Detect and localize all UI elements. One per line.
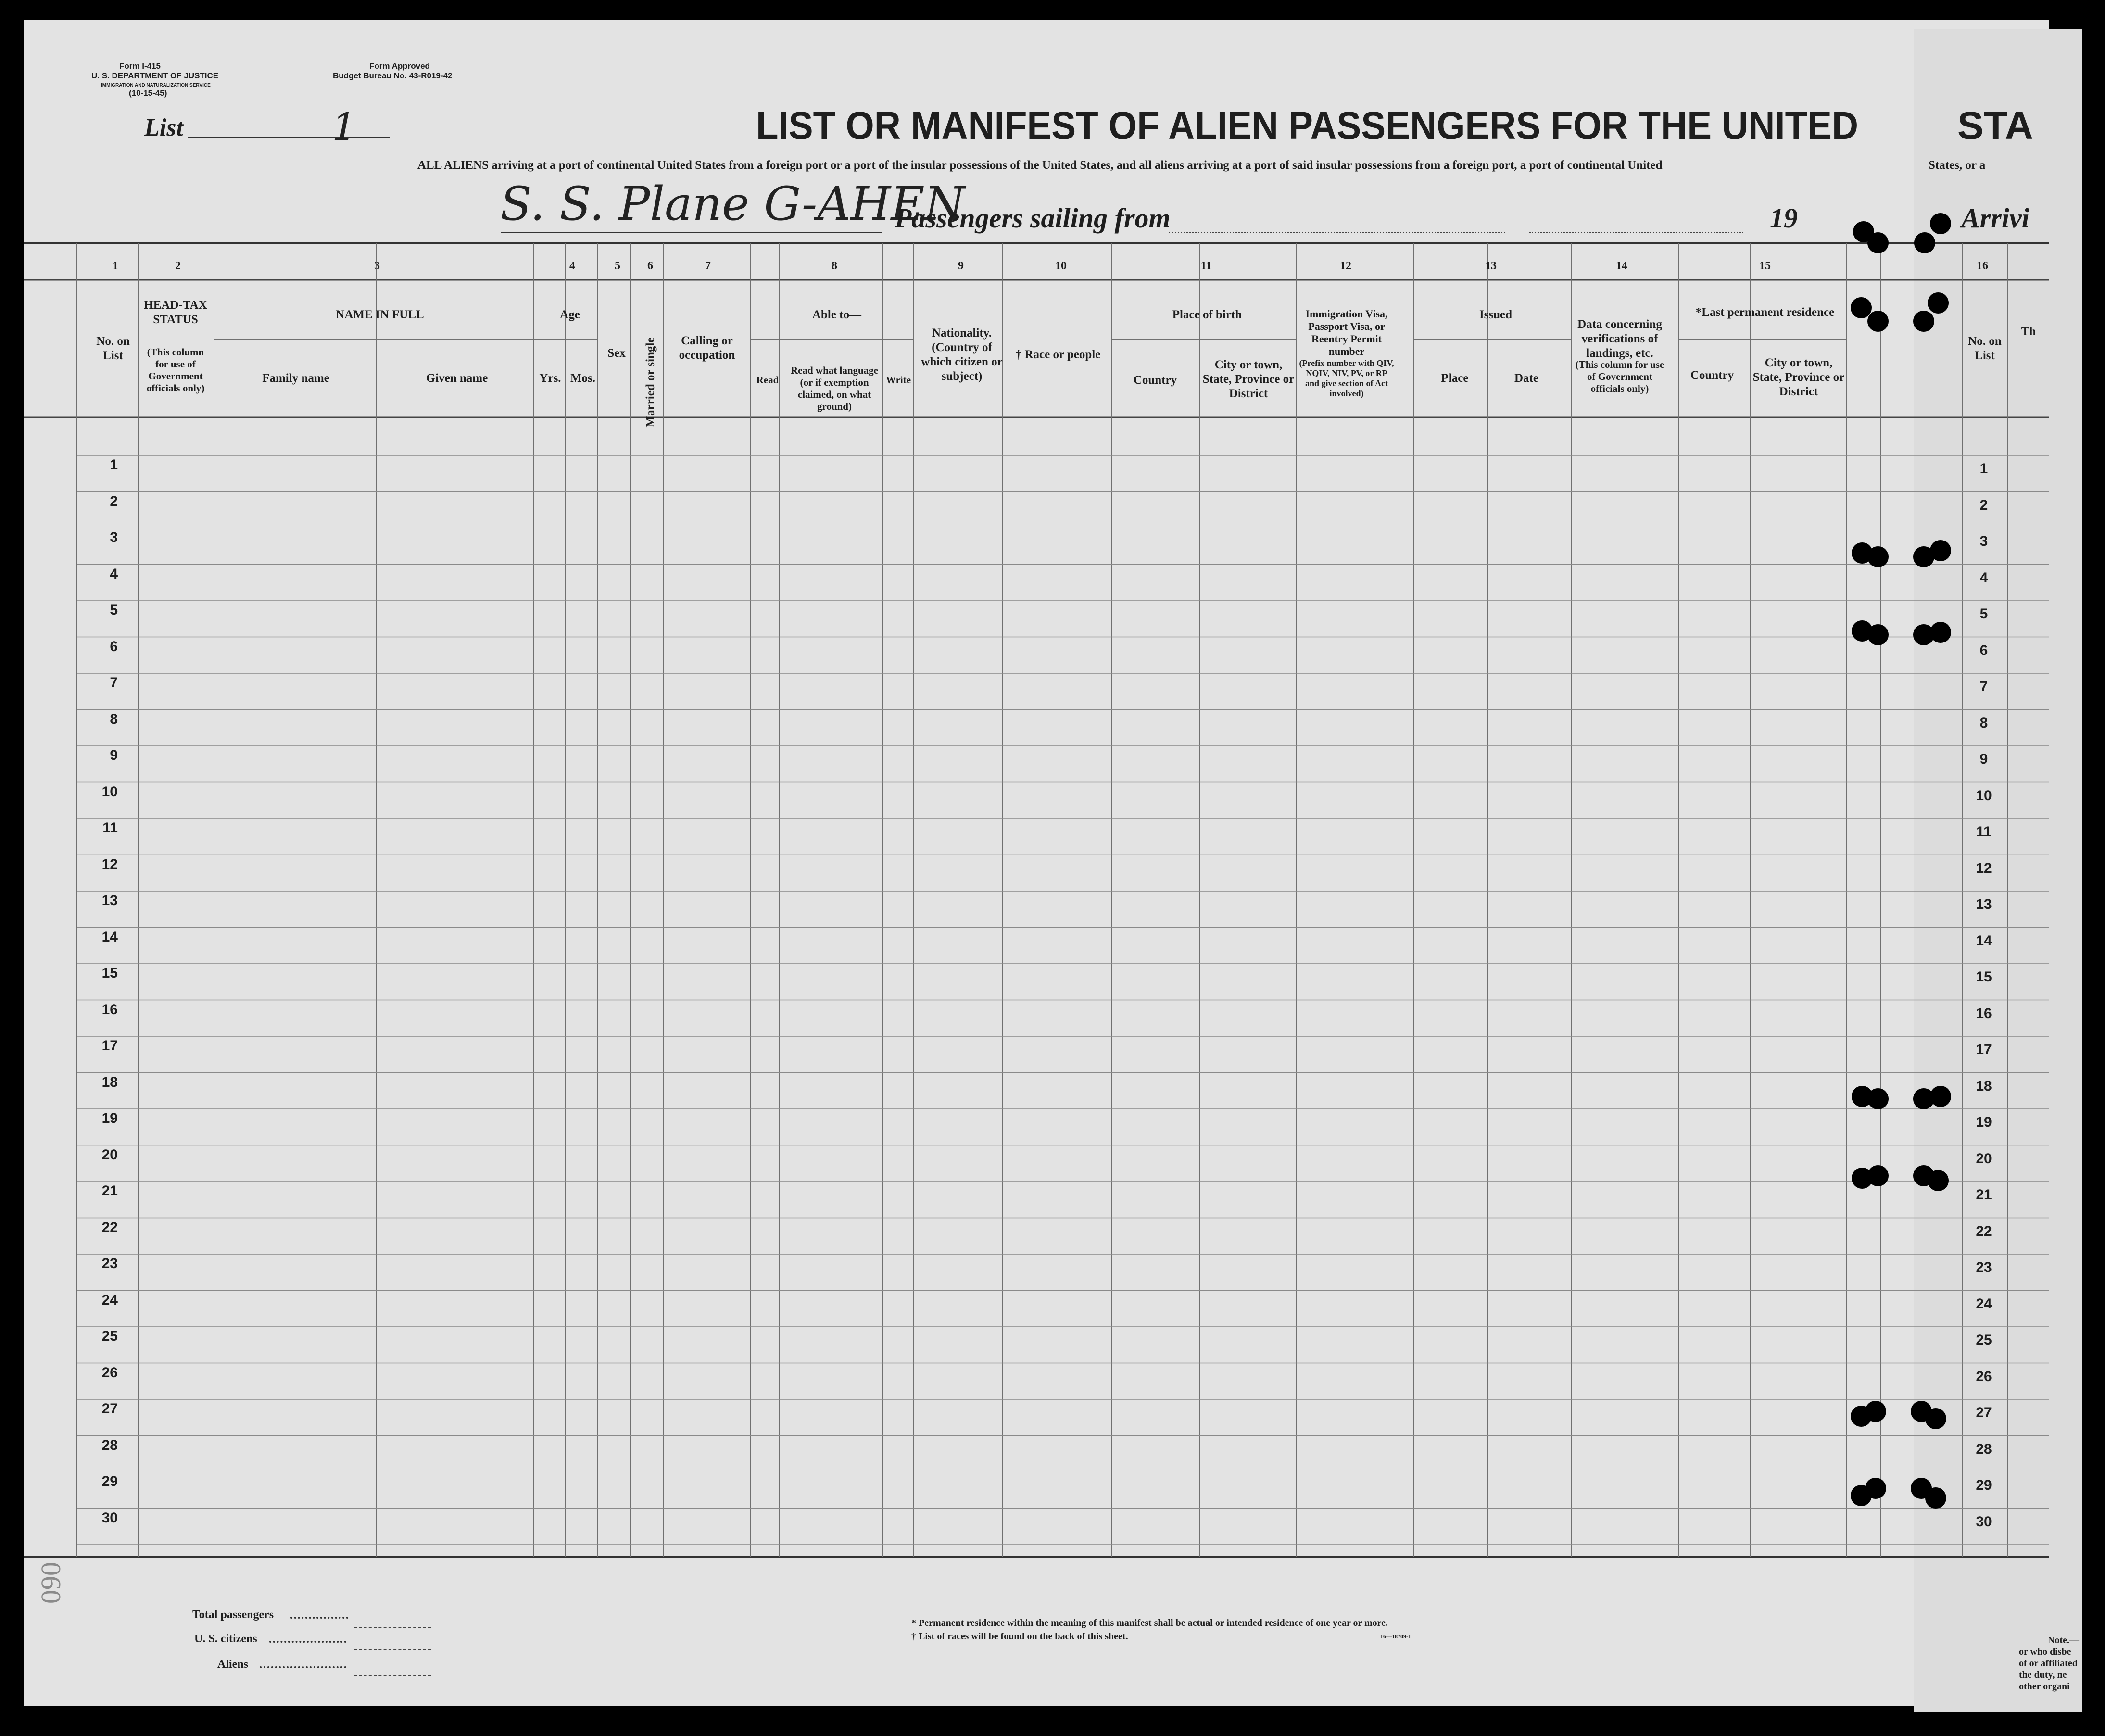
row-number: 4 bbox=[110, 566, 118, 582]
col-num-9: 9 bbox=[958, 260, 964, 272]
row-number-right: 15 bbox=[1976, 969, 1992, 985]
header-no-on-list-right: No. on List bbox=[1968, 335, 2002, 362]
row-number: 10 bbox=[101, 783, 118, 800]
header-yrs: Yrs. bbox=[539, 372, 561, 385]
aliens-dots bbox=[260, 1666, 346, 1668]
list-underline bbox=[188, 137, 390, 138]
row-number: 16 bbox=[101, 1001, 118, 1018]
row-number: 3 bbox=[110, 529, 118, 545]
right-note-1: Note.— bbox=[2048, 1635, 2079, 1646]
header-verification-note: (This column for use of Government officials only) bbox=[1575, 359, 1664, 394]
note-races: † List of races will be found on the back of this sheet. bbox=[911, 1631, 1128, 1642]
row-number-right: 3 bbox=[1979, 533, 1988, 549]
header-nationality: Nationality. (Country of which citizen or subject) bbox=[921, 327, 1003, 383]
form-approval: Form Approved bbox=[369, 62, 430, 71]
header-right-partial: Th bbox=[2021, 325, 2036, 338]
row-number-right: 23 bbox=[1976, 1259, 1992, 1275]
row-number-right: 19 bbox=[1976, 1114, 1992, 1130]
row-number-right: 2 bbox=[1979, 497, 1988, 513]
header-issued-place: Place bbox=[1441, 372, 1469, 385]
header-mos: Mos. bbox=[570, 372, 596, 385]
header-residence-country: Country bbox=[1690, 369, 1734, 382]
header-birth-city: City or town, State, Province or District bbox=[1202, 358, 1295, 400]
header-issued: Issued bbox=[1479, 308, 1513, 321]
subtitle-overflow: States, or a bbox=[1929, 159, 1986, 172]
header-place-of-birth: Place of birth bbox=[1172, 308, 1242, 321]
row-number-right: 30 bbox=[1976, 1513, 1992, 1530]
list-number[interactable]: 1 bbox=[332, 105, 356, 150]
print-code: 16—18709-1 bbox=[1380, 1633, 1411, 1640]
row-number-right: 8 bbox=[1979, 715, 1988, 731]
row-number: 28 bbox=[101, 1437, 118, 1453]
header-no-on-list: No. on List bbox=[96, 335, 130, 362]
punch-hole bbox=[1867, 1088, 1889, 1109]
header-name-in-full: NAME IN FULL bbox=[336, 308, 424, 321]
row-number: 13 bbox=[101, 893, 118, 908]
col-num-4: 4 bbox=[569, 260, 575, 272]
year-label: 19 bbox=[1770, 202, 1798, 234]
right-note-5: other organi bbox=[2019, 1681, 2070, 1692]
punch-hole bbox=[1867, 624, 1889, 645]
row-number: 5 bbox=[110, 602, 118, 618]
row-number: 18 bbox=[101, 1074, 118, 1090]
note-permanent-residence: * Permanent residence within the meaning of this manifest shall be actual or intended residence of one year or more. bbox=[911, 1618, 1388, 1628]
form-number: Form I-415 bbox=[119, 62, 161, 71]
punch-hole bbox=[1928, 292, 1949, 314]
punch-hole bbox=[1865, 1478, 1886, 1499]
total-passengers-label: Total passengers bbox=[192, 1609, 274, 1621]
punch-hole bbox=[1914, 232, 1935, 253]
row-number-right: 12 bbox=[1976, 860, 1992, 876]
row-number-right: 27 bbox=[1976, 1405, 1992, 1421]
header-sex: Sex bbox=[607, 347, 626, 360]
sailing-from-field[interactable] bbox=[1169, 232, 1505, 233]
us-citizens-label: U. S. citizens bbox=[194, 1633, 257, 1645]
row-number: 20 bbox=[101, 1146, 118, 1163]
col-num-14: 14 bbox=[1616, 260, 1627, 272]
service: IMMIGRATION AND NATURALIZATION SERVICE bbox=[101, 83, 211, 88]
punch-hole bbox=[1928, 1170, 1949, 1191]
row-number: 26 bbox=[101, 1364, 118, 1381]
row-number-right: 6 bbox=[1979, 642, 1988, 658]
header-issued-date: Date bbox=[1514, 372, 1538, 385]
punch-hole bbox=[1925, 1487, 1946, 1509]
header-head-tax: HEAD-TAX STATUS bbox=[144, 299, 207, 326]
header-verification: Data concerning verifications of landings, etc. bbox=[1577, 318, 1662, 360]
header-birth-country: Country bbox=[1133, 374, 1177, 387]
right-note-3: of or affiliated bbox=[2019, 1658, 2078, 1669]
row-number-right: 13 bbox=[1976, 896, 1992, 912]
row-number: 9 bbox=[110, 747, 118, 763]
row-number-right: 10 bbox=[1976, 787, 1992, 804]
row-number: 30 bbox=[101, 1510, 118, 1526]
col-num-3: 3 bbox=[374, 260, 380, 272]
row-number-right: 22 bbox=[1976, 1223, 1992, 1239]
row-number-right: 28 bbox=[1976, 1441, 1992, 1457]
row-number: 2 bbox=[110, 493, 118, 509]
sailing-date-field[interactable] bbox=[1529, 232, 1743, 233]
row-number: 21 bbox=[101, 1183, 118, 1199]
margin-mark: 090 bbox=[35, 1562, 66, 1604]
row-number: 19 bbox=[101, 1110, 118, 1126]
punch-hole bbox=[1867, 1165, 1889, 1186]
col-num-5: 5 bbox=[615, 260, 620, 272]
row-number: 27 bbox=[101, 1401, 118, 1417]
punch-hole bbox=[1930, 1086, 1951, 1107]
sailing-label: Passengers sailing from bbox=[895, 202, 1171, 234]
header-race: † Race or people bbox=[1015, 348, 1101, 361]
col-num-16: 16 bbox=[1977, 260, 1988, 272]
header-read-language: Read what language (or if exemption claimed, on what ground) bbox=[790, 365, 879, 412]
vessel-underline bbox=[501, 232, 882, 233]
row-number: 8 bbox=[110, 711, 118, 727]
header-head-tax-note: (This column for use of Government officials only) bbox=[146, 346, 205, 394]
row-number: 14 bbox=[101, 929, 118, 945]
subtitle: ALL ALIENS arriving at a port of continental United States from a foreign port or a port of the insular possessions of the United States, and all aliens arriving at a port of said insular possessions from a foreign port, a port of continental United bbox=[417, 159, 1663, 172]
col-num-13: 13 bbox=[1485, 260, 1497, 272]
row-number-right: 5 bbox=[1979, 606, 1988, 622]
header-read: Read bbox=[756, 374, 779, 386]
col-num-12: 12 bbox=[1340, 260, 1351, 272]
row-number-right: 21 bbox=[1976, 1187, 1992, 1203]
row-number: 24 bbox=[101, 1292, 118, 1308]
punch-hole bbox=[1867, 546, 1889, 567]
header-write: Write bbox=[885, 374, 911, 386]
aliens-field[interactable] bbox=[354, 1675, 431, 1676]
vessel-name[interactable]: S. S. Plane G-AHEN bbox=[500, 177, 965, 231]
header-residence-city: City or town, State, Province or District bbox=[1752, 356, 1845, 398]
right-note-2: or who disbe bbox=[2019, 1647, 2071, 1657]
department: U. S. DEPARTMENT OF JUSTICE bbox=[91, 71, 219, 80]
total-passengers-dots bbox=[290, 1617, 348, 1619]
header-married: Married or single bbox=[644, 337, 657, 428]
budget-number: Budget Bureau No. 43-R019-42 bbox=[333, 71, 453, 80]
arriving-label: Arrivi bbox=[1961, 202, 2029, 234]
col-num-2: 2 bbox=[175, 260, 181, 272]
right-note-4: the duty, ne bbox=[2019, 1670, 2067, 1680]
col-num-15: 15 bbox=[1759, 260, 1771, 272]
col-num-8: 8 bbox=[832, 260, 837, 272]
header-visa-note: (Prefix number with QIV, NQIV, NIV, PV, or RP and give section of Act involved) bbox=[1299, 358, 1394, 398]
punch-hole bbox=[1930, 213, 1951, 234]
row-number-right: 1 bbox=[1979, 461, 1988, 477]
row-number-right: 20 bbox=[1976, 1150, 1992, 1167]
row-number: 6 bbox=[110, 638, 118, 654]
header-calling: Calling or occupation bbox=[679, 334, 735, 362]
us-citizens-field[interactable] bbox=[354, 1649, 431, 1650]
header-family-name: Family name bbox=[262, 372, 329, 385]
row-number: 29 bbox=[101, 1473, 118, 1489]
page-title: LIST OR MANIFEST OF ALIEN PASSENGERS FOR THE UNITED bbox=[756, 104, 1859, 148]
punch-hole bbox=[1925, 1408, 1946, 1429]
col-num-7: 7 bbox=[705, 260, 711, 272]
list-label: List bbox=[144, 114, 183, 141]
header-visa: Immigration Visa, Passport Visa, or Reentry Permit number bbox=[1305, 308, 1388, 357]
row-number-right: 14 bbox=[1976, 932, 1992, 949]
row-number-right: 18 bbox=[1976, 1078, 1992, 1094]
punch-hole bbox=[1930, 540, 1951, 561]
row-number-right: 29 bbox=[1976, 1477, 1992, 1493]
row-number: 23 bbox=[101, 1256, 118, 1271]
aliens-label: Aliens bbox=[217, 1658, 249, 1671]
row-number-right: 24 bbox=[1976, 1296, 1992, 1312]
row-number: 17 bbox=[101, 1038, 118, 1054]
punch-hole bbox=[1913, 311, 1934, 332]
header-last-residence: *Last permanent residence bbox=[1695, 306, 1835, 319]
us-citizens-dots bbox=[269, 1641, 346, 1643]
row-number-right: 4 bbox=[1979, 569, 1988, 586]
page-title-overflow: STA bbox=[1957, 104, 2033, 148]
form-date: (10-15-45) bbox=[129, 88, 167, 98]
col-num-1: 1 bbox=[113, 260, 118, 272]
header-able-to: Able to— bbox=[812, 308, 862, 321]
row-number-right: 9 bbox=[1979, 751, 1988, 767]
row-number-right: 11 bbox=[1976, 824, 1992, 840]
row-number: 22 bbox=[101, 1219, 118, 1235]
punch-hole bbox=[1867, 232, 1889, 253]
row-number-right: 16 bbox=[1976, 1005, 1992, 1021]
row-number: 11 bbox=[102, 820, 118, 836]
header-age: Age bbox=[560, 308, 580, 321]
row-number-right: 26 bbox=[1976, 1368, 1992, 1384]
col-num-6: 6 bbox=[647, 260, 653, 272]
row-number: 25 bbox=[101, 1328, 118, 1344]
col-num-10: 10 bbox=[1055, 260, 1067, 272]
row-number-right: 7 bbox=[1979, 679, 1988, 694]
row-number-right: 25 bbox=[1976, 1332, 1992, 1348]
punch-hole bbox=[1930, 622, 1951, 643]
row-number: 1 bbox=[110, 457, 118, 473]
row-number: 12 bbox=[101, 856, 118, 872]
row-number: 15 bbox=[101, 965, 118, 981]
header-given-name: Given name bbox=[426, 372, 488, 385]
col-num-11: 11 bbox=[1200, 260, 1212, 272]
row-number-right: 17 bbox=[1976, 1042, 1992, 1057]
total-passengers-field[interactable] bbox=[354, 1627, 431, 1628]
row-number: 7 bbox=[110, 675, 118, 691]
punch-hole bbox=[1867, 311, 1889, 332]
punch-hole bbox=[1865, 1401, 1886, 1422]
